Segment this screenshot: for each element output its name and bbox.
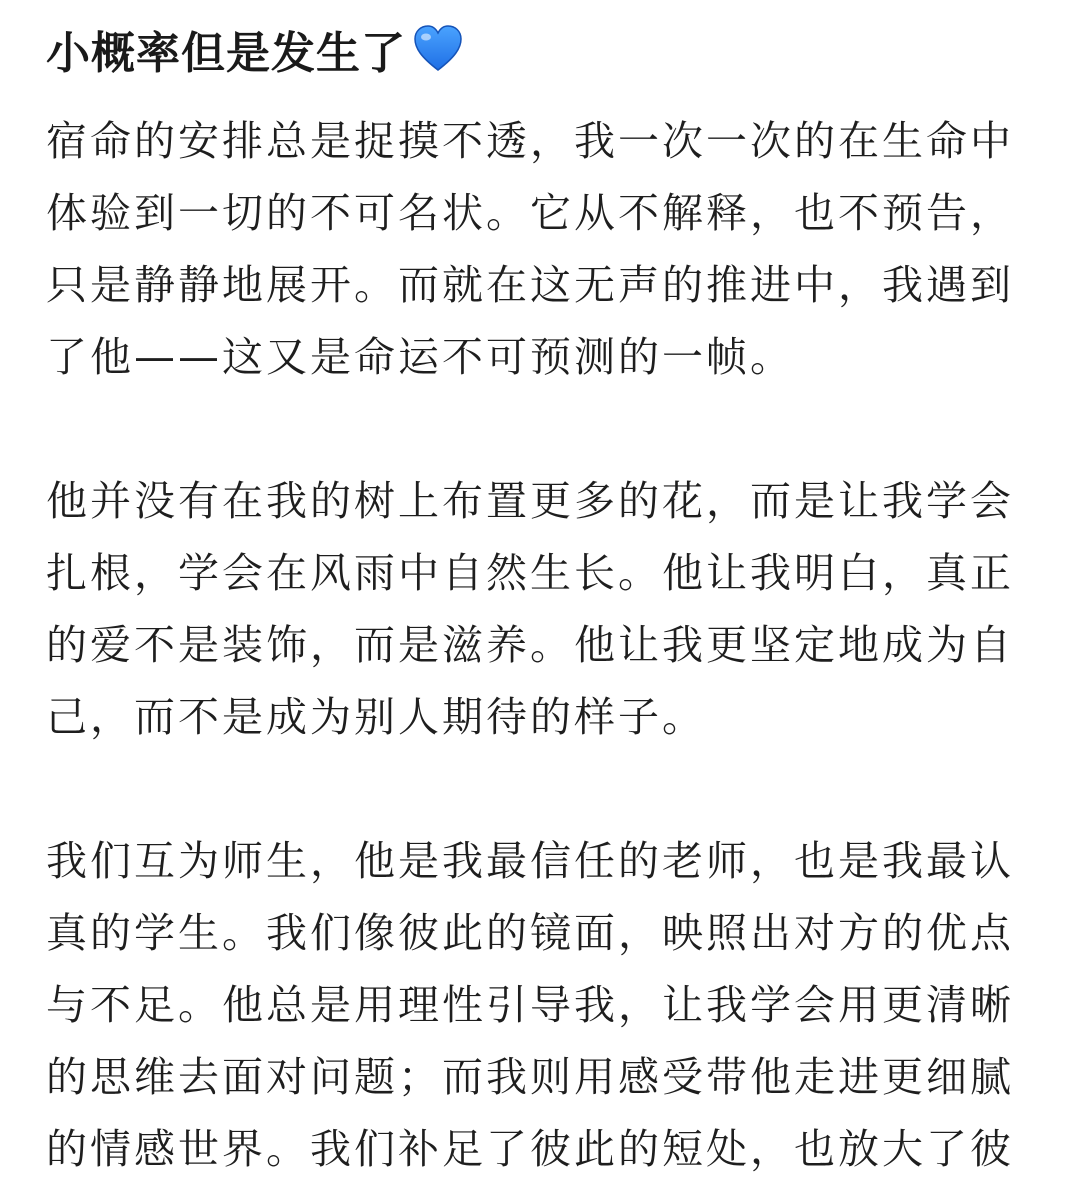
paragraph-line: 己，而不是成为别人期待的样子。 <box>46 693 706 741</box>
paragraph-line: 扎根，学会在风雨中自然生长。他让我明白，真正 <box>46 549 1014 597</box>
paragraph-line: 了他——这又是命运不可预测的一帧。 <box>46 333 794 381</box>
paragraph-line: 我们互为师生，他是我最信任的老师，也是我最认 <box>46 837 1014 885</box>
paragraph-line: 他并没有在我的树上布置更多的花，而是让我学会 <box>46 477 1014 525</box>
paragraph-line: 的情感世界。我们补足了彼此的短处，也放大了彼 <box>46 1125 1014 1173</box>
paragraph-line: 的爱不是装饰，而是滋养。他让我更坚定地成为自 <box>46 621 1014 669</box>
blue-heart-icon <box>412 23 464 75</box>
paragraph-line: 体验到一切的不可名状。它从不解释，也不预告， <box>46 189 1014 237</box>
post-title: 小概率但是发生了 <box>46 28 406 79</box>
post-title-row <box>46 14 1006 84</box>
paragraph-line: 只是静静地展开。而就在这无声的推进中，我遇到 <box>46 261 1014 309</box>
post-content <box>46 14 1014 1185</box>
paragraph-2 <box>46 465 1014 753</box>
paragraph-line: 真的学生。我们像彼此的镜面，映照出对方的优点 <box>46 909 1014 957</box>
paragraph-line: 宿命的安排总是捉摸不透，我一次一次的在生命中 <box>46 117 1014 165</box>
paragraph-1 <box>46 105 1014 393</box>
paragraph-line: 的思维去面对问题；而我则用感受带他走进更细腻 <box>46 1053 1014 1101</box>
paragraph-line: 与不足。他总是用理性引导我，让我学会用更清晰 <box>46 981 1014 1029</box>
paragraph-3 <box>46 825 1014 1185</box>
